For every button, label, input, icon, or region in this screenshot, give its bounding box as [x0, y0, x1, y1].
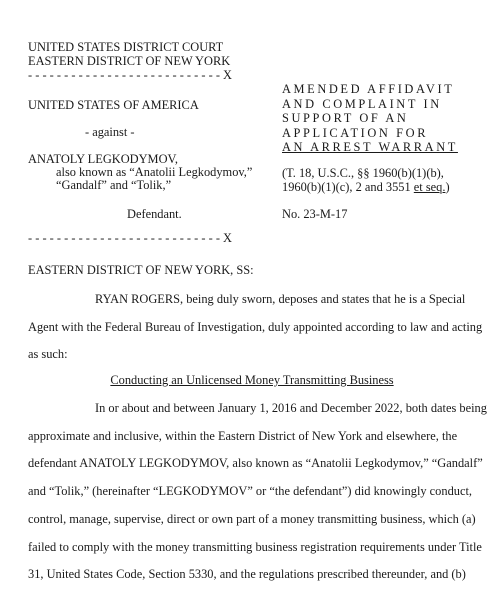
- body-line: and “Tolik,” (hereinafter “LEGKODYMOV” or “the defendant”) did knowingly conduct,: [28, 484, 473, 498]
- caption-line: SUPPORT OF AN: [282, 111, 409, 125]
- caption-line: APPLICATION FOR: [282, 125, 429, 140]
- defendant-aka-1: also known as “Anatolii Legkodymov,”: [56, 165, 253, 179]
- body-line: In or about and between January 1, 2016 and December 2022, both dates being: [95, 401, 487, 415]
- et-seq: et seq.: [413, 180, 446, 194]
- section-heading: Conducting an Unlicensed Money Transmitting Business: [110, 373, 394, 387]
- caption-line: AN ARREST WARRANT: [282, 140, 458, 154]
- case-number: No. 23-M-17: [282, 207, 348, 221]
- statute-citation-2: [282, 180, 450, 194]
- defendant-label: Defendant.: [127, 207, 182, 221]
- intro-line: as such:: [28, 347, 68, 361]
- intro-line: Agent with the Federal Bureau of Investigation, duly appointed according to law and acting: [28, 320, 483, 334]
- body-line: control, manage, supervise, direct or own part of a money transmitting business, which (a): [28, 512, 476, 526]
- court-district: EASTERN DISTRICT OF NEW YORK: [28, 54, 231, 68]
- defendant-aka-2: “Gandalf” and “Tolik,”: [56, 178, 172, 192]
- statute-citation-1: (T. 18, U.S.C., §§ 1960(b)(1)(b),: [282, 166, 444, 180]
- defendant-name: ANATOLY LEGKODYMOV,: [28, 152, 178, 166]
- body-line: approximate and inclusive, within the Eastern District of New York and elsewhere, the: [28, 429, 458, 443]
- body-line: defendant ANATOLY LEGKODYMOV, also known as “Anatolii Legkodymov,” “Gandalf”: [28, 456, 483, 470]
- plaintiff: UNITED STATES OF AMERICA: [28, 98, 199, 112]
- body-line: failed to comply with the money transmitting business registration requirements under Title: [28, 540, 482, 554]
- document-caption: [282, 82, 458, 155]
- body-line: 31, United States Code, Section 5330, and the regulations prescribed thereunder, and (b): [28, 567, 466, 581]
- statute-close: ): [445, 180, 450, 194]
- intro-line: RYAN ROGERS, being duly sworn, deposes and states that he is a Special: [95, 292, 466, 306]
- separator-bottom: - - - - - - - - - - - - - - - - - - - - - - - - - - - X: [28, 231, 232, 245]
- statute-text: 1960(b)(1)(c), 2 and 3551: [282, 180, 414, 194]
- caption-line: AND COMPLAINT IN: [282, 96, 442, 111]
- court-name: UNITED STATES DISTRICT COURT: [28, 40, 224, 54]
- against: - against -: [85, 125, 135, 139]
- venue: EASTERN DISTRICT OF NEW YORK, SS:: [28, 263, 254, 277]
- separator-top: - - - - - - - - - - - - - - - - - - - - - - - - - - - X: [28, 68, 232, 82]
- caption-line: AMENDED AFFIDAVIT: [282, 82, 455, 96]
